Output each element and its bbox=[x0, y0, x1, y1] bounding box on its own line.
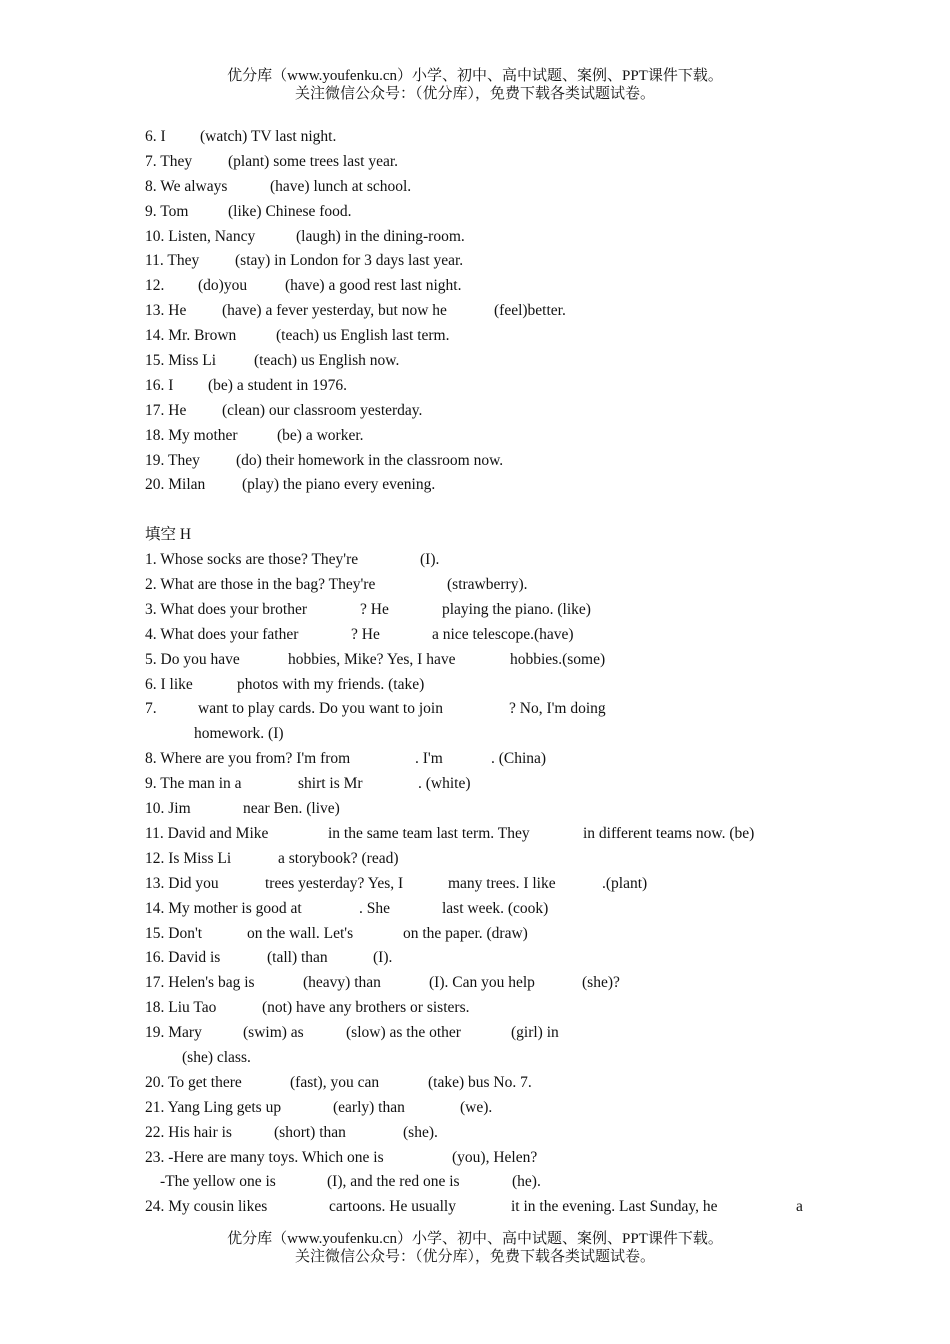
question-text: 18. Liu Tao bbox=[145, 999, 217, 1017]
question-text: (plant) some trees last year. bbox=[228, 152, 399, 170]
exercise-content bbox=[145, 125, 825, 1220]
question-text: . I'm bbox=[415, 750, 443, 768]
exercise-line bbox=[145, 971, 825, 996]
exercise-line bbox=[145, 150, 825, 175]
exercise-line bbox=[145, 374, 825, 399]
exercise-line bbox=[145, 424, 825, 449]
question-text: hobbies.(some) bbox=[510, 650, 606, 668]
question-text: cartoons. He usually bbox=[329, 1198, 456, 1216]
question-text: 15. Don't bbox=[145, 924, 203, 942]
question-text: ? No, I'm doing bbox=[509, 700, 606, 718]
question-text: (clean) our classroom yesterday. bbox=[222, 401, 423, 419]
question-text: 2. What are those in the bag? They're bbox=[145, 576, 376, 594]
question-text: ? He bbox=[360, 600, 389, 618]
question-text: (we). bbox=[460, 1098, 493, 1116]
question-text: shirt is Mr bbox=[298, 775, 363, 793]
exercise-line bbox=[145, 573, 825, 598]
question-text: (she)? bbox=[582, 974, 620, 992]
exercise-line bbox=[145, 1096, 825, 1121]
question-text: -The yellow one is bbox=[160, 1173, 276, 1191]
exercise-line bbox=[145, 598, 825, 623]
question-text: (she) class. bbox=[182, 1048, 251, 1066]
question-text: hobbies, Mike? Yes, I have bbox=[288, 650, 456, 668]
question-text: 19. Mary bbox=[145, 1024, 202, 1042]
question-text: 24. My cousin likes bbox=[145, 1198, 268, 1216]
question-text: 16. I bbox=[145, 376, 174, 394]
question-text: (not) have any brothers or sisters. bbox=[262, 999, 470, 1017]
exercise-line bbox=[145, 722, 825, 747]
exercise-line bbox=[145, 349, 825, 374]
question-text: (take) bus No. 7. bbox=[428, 1073, 532, 1091]
exercise-line bbox=[145, 747, 825, 772]
exercise-line bbox=[145, 274, 825, 299]
question-text: ? He bbox=[351, 625, 380, 643]
question-text: last week. (cook) bbox=[442, 899, 549, 917]
exercise-line bbox=[145, 897, 825, 922]
question-text: a storybook? (read) bbox=[278, 849, 399, 867]
exercise-line bbox=[145, 847, 825, 872]
question-text: many trees. I like bbox=[448, 874, 556, 892]
header-line-2: 关注微信公众号：（优分库），免费下载各类试题试卷。 bbox=[294, 86, 655, 102]
question-text: (I). bbox=[373, 949, 393, 967]
question-text: (she). bbox=[403, 1123, 438, 1141]
question-text: 6. I bbox=[145, 128, 166, 145]
exercise-line bbox=[145, 1046, 825, 1071]
question-text: 7. They bbox=[145, 152, 193, 170]
question-text: 17. He bbox=[145, 401, 187, 419]
question-text: 6. I like bbox=[145, 675, 193, 693]
question-text: (have) a fever yesterday, but now he bbox=[222, 302, 447, 320]
exercise-line bbox=[145, 200, 825, 225]
question-text: 11. David and Mike bbox=[145, 824, 269, 842]
section-title-text: 填空 H bbox=[145, 526, 192, 544]
question-text: (teach) us English last term. bbox=[276, 327, 450, 345]
question-text: a nice telescope.(have) bbox=[432, 625, 574, 643]
exercise-line bbox=[145, 299, 825, 324]
question-text: (early) than bbox=[333, 1098, 405, 1116]
question-text: playing the piano. (like) bbox=[442, 600, 591, 618]
exercise-line bbox=[145, 996, 825, 1021]
exercise-line bbox=[145, 946, 825, 971]
exercise-line bbox=[145, 922, 825, 947]
question-text: 12. Is Miss Li bbox=[145, 849, 232, 867]
header-line-1: 优分库（www.youfenku.cn）小学、初中、高中试题、案例、PPT课件下载。 bbox=[227, 68, 723, 84]
question-text: (girl) in bbox=[511, 1024, 559, 1042]
question-text: (slow) as the other bbox=[346, 1024, 461, 1042]
question-text: (have) lunch at school. bbox=[270, 177, 412, 195]
question-text: 5. Do you have bbox=[145, 650, 240, 668]
question-text: (do) their homework in the classroom now. bbox=[236, 451, 504, 469]
exercise-line bbox=[145, 1170, 825, 1195]
question-text: 14. My mother is good at bbox=[145, 899, 302, 917]
question-text: in the same team last term. They bbox=[328, 824, 530, 842]
exercise-line bbox=[145, 1121, 825, 1146]
exercise-line bbox=[145, 1021, 825, 1046]
question-text: homework. (I) bbox=[194, 725, 284, 743]
question-text: (you), Helen? bbox=[452, 1148, 538, 1166]
question-text: (swim) as bbox=[243, 1024, 304, 1042]
question-text: 14. Mr. Brown bbox=[145, 327, 237, 345]
question-text: 8. Where are you from? I'm from bbox=[145, 750, 351, 768]
exercise-line bbox=[145, 673, 825, 698]
exercise-line bbox=[145, 1195, 825, 1220]
exercise-line bbox=[145, 772, 825, 797]
question-text: 8. We always bbox=[145, 177, 228, 195]
question-text: 20. Milan bbox=[145, 476, 206, 494]
section-title bbox=[145, 523, 825, 548]
page-header bbox=[0, 67, 950, 103]
question-text: 7. bbox=[145, 700, 157, 718]
footer-line-2: 关注微信公众号：（优分库），免费下载各类试题试卷。 bbox=[294, 1249, 655, 1265]
footer-line-1: 优分库（www.youfenku.cn）小学、初中、高中试题、案例、PPT课件下载。 bbox=[227, 1231, 723, 1247]
question-text: 9. Tom bbox=[145, 202, 189, 220]
exercise-line bbox=[145, 1146, 825, 1171]
question-text: (like) Chinese food. bbox=[228, 202, 352, 220]
question-text: 9. The man in a bbox=[145, 775, 242, 793]
question-text: (he). bbox=[512, 1173, 541, 1191]
question-text: 20. To get there bbox=[145, 1073, 242, 1091]
question-text: 10. Listen, Nancy bbox=[145, 227, 256, 245]
exercise-line bbox=[145, 797, 825, 822]
question-text: on the paper. (draw) bbox=[403, 924, 528, 942]
question-text: (strawberry). bbox=[447, 576, 528, 594]
question-text: 18. My mother bbox=[145, 426, 238, 444]
exercise-line bbox=[145, 1071, 825, 1096]
question-text: .(plant) bbox=[602, 874, 648, 892]
exercise-line bbox=[145, 822, 825, 847]
question-text: want to play cards. Do you want to join bbox=[198, 700, 443, 718]
question-text: photos with my friends. (take) bbox=[237, 675, 425, 693]
exercise-line bbox=[145, 548, 825, 573]
question-text: 4. What does your father bbox=[145, 625, 299, 643]
exercise-line bbox=[145, 125, 825, 150]
question-text: (fast), you can bbox=[290, 1073, 380, 1091]
exercise-line bbox=[145, 324, 825, 349]
question-text: it in the evening. Last Sunday, he bbox=[511, 1198, 718, 1216]
question-text: 17. Helen's bag is bbox=[145, 974, 255, 992]
question-text: (be) a student in 1976. bbox=[208, 376, 348, 394]
exercise-line bbox=[145, 399, 825, 424]
exercise-line bbox=[145, 449, 825, 474]
question-text: 15. Miss Li bbox=[145, 352, 217, 370]
question-text: 11. They bbox=[145, 252, 200, 270]
question-text: 22. His hair is bbox=[145, 1123, 232, 1141]
question-text: on the wall. Let's bbox=[247, 924, 354, 942]
exercise-line bbox=[145, 473, 825, 498]
page-footer bbox=[0, 1230, 950, 1266]
question-text: (have) a good rest last night. bbox=[285, 277, 462, 295]
question-text: 12. bbox=[145, 277, 165, 295]
exercise-line bbox=[145, 225, 825, 250]
question-text: 13. Did you bbox=[145, 874, 219, 892]
question-text: . (China) bbox=[491, 750, 547, 768]
exercise-line bbox=[145, 249, 825, 274]
question-text: (play) the piano every evening. bbox=[242, 476, 436, 494]
question-text: 1. Whose socks are those? They're bbox=[145, 551, 359, 569]
question-text: (feel)better. bbox=[494, 302, 566, 320]
question-text: (I). bbox=[420, 551, 440, 569]
exercise-line bbox=[145, 623, 825, 648]
question-text: (do)you bbox=[198, 277, 248, 295]
question-text: . (white) bbox=[418, 775, 471, 793]
question-text: (watch) TV last night. bbox=[200, 128, 337, 145]
question-text: 16. David is bbox=[145, 949, 221, 967]
question-text: 21. Yang Ling gets up bbox=[145, 1098, 282, 1116]
question-text: (be) a worker. bbox=[277, 426, 364, 444]
question-text: (stay) in London for 3 days last year. bbox=[235, 252, 464, 270]
question-text: near Ben. (live) bbox=[243, 800, 340, 818]
question-text: 19. They bbox=[145, 451, 200, 469]
question-text: in different teams now. (be) bbox=[583, 824, 755, 842]
question-text: a bbox=[796, 1198, 803, 1216]
question-text: . She bbox=[359, 899, 390, 917]
question-text: (I), and the red one is bbox=[327, 1173, 460, 1191]
question-text: 10. Jim bbox=[145, 800, 191, 818]
exercise-line bbox=[145, 872, 825, 897]
exercise-line bbox=[145, 697, 825, 722]
exercise-line bbox=[145, 648, 825, 673]
question-text: (I). Can you help bbox=[429, 974, 535, 992]
question-text: 23. -Here are many toys. Which one is bbox=[145, 1148, 384, 1166]
question-text: (teach) us English now. bbox=[254, 352, 400, 370]
exercise-line bbox=[145, 175, 825, 200]
question-text: 13. He bbox=[145, 302, 187, 320]
question-text: 3. What does your brother bbox=[145, 600, 307, 618]
question-text: (heavy) than bbox=[303, 974, 381, 992]
question-text: (short) than bbox=[274, 1123, 346, 1141]
question-text: (laugh) in the dining-room. bbox=[296, 227, 465, 245]
question-text: (tall) than bbox=[267, 949, 328, 967]
question-text: trees yesterday? Yes, I bbox=[265, 874, 404, 892]
